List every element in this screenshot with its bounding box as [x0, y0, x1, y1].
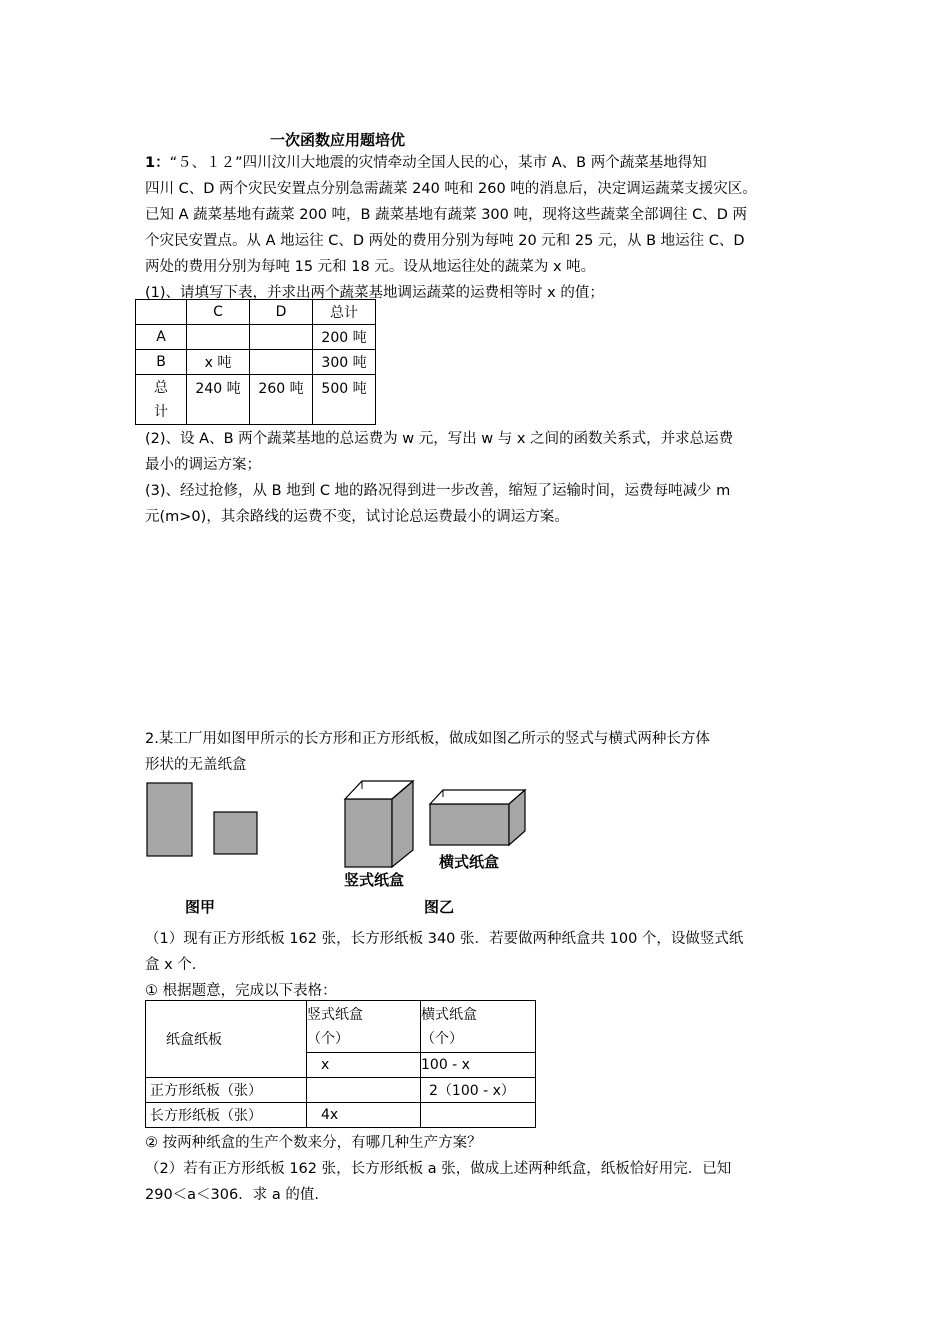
table-cell — [307, 1078, 421, 1103]
table-row — [136, 350, 376, 375]
label-figure-jia: 图甲 — [185, 898, 216, 916]
q1-line-4: 个灾民安置点。从 A 地运往 C、D 两处的费用分别为每吨 20 元和 25 元，从 B 地运往 C、D — [145, 233, 745, 249]
table-cell: 500 吨 — [313, 375, 376, 425]
q2-line-1: 2.某工厂用如图甲所示的长方形和正方形纸板，做成如图乙所示的竖式与横式两种长方体 — [145, 731, 710, 747]
q2-statement — [145, 726, 825, 778]
table-cell: x 吨 — [187, 350, 250, 375]
table-row — [146, 1103, 536, 1128]
table-cell: 300 吨 — [313, 350, 376, 375]
label-horizontal-box: 横式纸盒 — [439, 853, 500, 871]
table-cell: 2（100 - x） — [421, 1078, 536, 1103]
table-row-label-rect: 长方形纸板（张） — [146, 1103, 307, 1128]
table-header-d: D — [250, 300, 313, 325]
q1-line-1 — [145, 150, 825, 176]
q2-part1-line-2: 盒 x 个. — [145, 957, 197, 973]
q1-line-2: 四川 C、D 两个灾民安置点分别急需蔬菜 240 吨和 260 吨的消息后，决定调运蔬菜支援灾区。 — [145, 181, 757, 197]
table-cell: 4x — [307, 1103, 421, 1128]
total-label-bottom: 计 — [154, 403, 168, 420]
q1-part1: (1)、请填写下表，并求出两个蔬菜基地调运蔬菜的运费相等时 x 的值； — [145, 285, 604, 301]
q1-part3-line-1: (3)、经过抢修，从 B 地到 C 地的路况得到进一步改善，缩短了运输时间，运费每吨减少 m — [145, 483, 731, 499]
table-cell — [250, 325, 313, 350]
table-cell: 200 吨 — [313, 325, 376, 350]
q1-part3-line-2: 元(m>0)，其余路线的运费不变，试讨论总运费最小的调运方案。 — [145, 509, 569, 525]
q2-part2-line-2: 290＜a＜306．求 a 的值. — [145, 1187, 319, 1203]
table-row-label-square: 正方形纸板（张） — [146, 1078, 307, 1103]
q2-part2 — [145, 1130, 825, 1208]
table-cell-vertical-count: x — [307, 1053, 421, 1078]
horizontal-box — [430, 790, 525, 845]
document-title: 一次函数应用题培优 — [270, 131, 406, 149]
label-vertical-box: 竖式纸盒 — [344, 871, 405, 889]
q2-board-table — [145, 1000, 536, 1128]
q1-part2-line-1: (2)、设 A、B 两个蔬菜基地的总运费为 w 元，写出 w 与 x 之间的函数关系式，并求总运费 — [145, 431, 734, 447]
rectangle-board — [147, 783, 192, 856]
header-vertical-bottom: （个） — [307, 1031, 349, 1047]
total-label-top: 总 — [154, 379, 168, 396]
table-row — [146, 1001, 536, 1053]
table-cell — [136, 300, 187, 325]
table-cell: 240 吨 — [187, 375, 250, 425]
table-cell — [421, 1103, 536, 1128]
table-header-total: 总计 — [313, 300, 376, 325]
q2-part1 — [145, 926, 825, 1004]
q1-number: 1： — [145, 155, 170, 171]
q2-sub2: ② 按两种纸盒的生产个数来分，有哪几种生产方案？ — [145, 1135, 482, 1151]
table-row — [146, 1078, 536, 1103]
table-row-label-b: B — [136, 350, 187, 375]
q1-line-1-text: “５、１２”四川汶川大地震的灾情牵动全国人民的心，某市 A、B 两个蔬菜基地得知 — [169, 155, 707, 171]
table-header-horizontal — [421, 1001, 536, 1053]
table-row — [136, 375, 376, 425]
q2-line-2: 形状的无盖纸盒 — [145, 757, 247, 773]
table-cell — [250, 350, 313, 375]
q1-part2 — [145, 426, 825, 530]
table-cell-horizontal-count: 100 - x — [421, 1053, 536, 1078]
table-row — [136, 325, 376, 350]
q1-part2-line-2: 最小的调运方案； — [145, 457, 261, 473]
table-row-label-a: A — [136, 325, 187, 350]
q2-part1-line-1: （1）现有正方形纸板 162 张，长方形纸板 340 张．若要做两种纸盒共 100 个，设做竖式纸 — [145, 931, 744, 947]
table-header-vertical — [307, 1001, 421, 1053]
table-header-c: C — [187, 300, 250, 325]
table-row-label-total — [136, 375, 187, 425]
table-row — [136, 300, 376, 325]
table-cell: 260 吨 — [250, 375, 313, 425]
q1-statement — [145, 150, 825, 306]
square-board — [214, 812, 257, 854]
q1-transport-table — [135, 299, 376, 425]
table-corner-cell: 纸盒纸板 — [146, 1001, 307, 1078]
q2-part2-line-1: （2）若有正方形纸板 162 张，长方形纸板 a 张，做成上述两种纸盒，纸板恰好用完．已知 — [145, 1161, 732, 1177]
q2-sub1: ① 根据题意，完成以下表格： — [145, 983, 337, 999]
q1-line-5: 两处的费用分别为每吨 15 元和 18 元。设从地运往处的蔬菜为 x 吨。 — [145, 259, 596, 275]
vertical-box — [345, 781, 413, 867]
header-vertical-top: 竖式纸盒 — [307, 1007, 363, 1023]
label-figure-yi: 图乙 — [424, 898, 455, 916]
table-cell — [187, 325, 250, 350]
header-horizontal-top: 横式纸盒 — [421, 1007, 477, 1023]
q1-line-3: 已知 A 蔬菜基地有蔬菜 200 吨，B 蔬菜基地有蔬菜 300 吨，现将这些蔬菜全部调往 C、D 两 — [145, 207, 747, 223]
header-horizontal-bottom: （个） — [421, 1031, 463, 1047]
